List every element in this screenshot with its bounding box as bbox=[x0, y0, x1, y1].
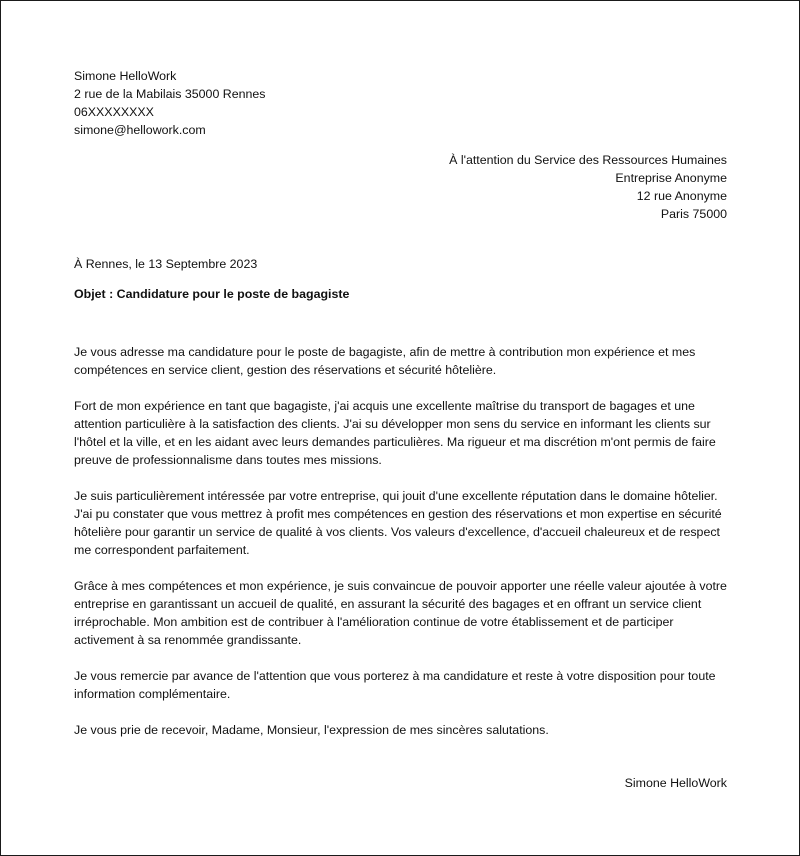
letter-body bbox=[74, 343, 730, 757]
recipient-attention: À l'attention du Service des Ressources Humaines bbox=[449, 153, 727, 167]
sender-email: simone@hellowork.com bbox=[74, 123, 206, 137]
recipient-street: 12 rue Anonyme bbox=[636, 189, 727, 203]
letter-subject: Objet : Candidature pour le poste de bagagiste bbox=[74, 287, 350, 301]
signature: Simone HelloWork bbox=[624, 776, 727, 790]
body-paragraph: Je vous remercie par avance de l'attention que vous porterez à ma candidature et reste à votre disposition pour toute information complémentaire. bbox=[74, 669, 716, 701]
closing-paragraph: Je vous prie de recevoir, Madame, Monsieur, l'expression de mes sincères salutations. bbox=[74, 723, 549, 737]
sender-block bbox=[74, 67, 474, 139]
sender-name: Simone HelloWork bbox=[74, 69, 177, 83]
body-paragraph: Fort de mon expérience en tant que bagagiste, j'ai acquis une excellente maîtrise du transport de bagages et une attention particulière à la satisfaction des clients. J'ai su développer mon sens du service en informant les clients sur l'hôtel et la ville, et en les aidant avec leurs demandes particulières. Ma rigueur et ma discrétion m'ont permis de faire preuve de professionnalisme dans toutes mes missions. bbox=[74, 399, 716, 467]
body-paragraph: Je vous adresse ma candidature pour le poste de bagagiste, afin de mettre à contribution mon expérience et mes compétences en service client, gestion des réservations et sécurité hôtelière. bbox=[74, 345, 696, 377]
sender-address: 2 rue de la Mabilais 35000 Rennes bbox=[74, 87, 266, 101]
body-paragraph: Grâce à mes compétences et mon expérience, je suis convaincue de pouvoir apporter une réelle valeur ajoutée à votre entreprise en garantissant un accueil de qualité, en assurant la sécurité des bagages et en offrant un service client irréprochable. Mon ambition est de contribuer à l'amélioration continue de votre établissement et de participer activement à sa renommée grandissante. bbox=[74, 579, 727, 647]
sender-phone: 06XXXXXXXX bbox=[74, 105, 154, 119]
recipient-city: Paris 75000 bbox=[660, 207, 727, 221]
body-paragraph: Je suis particulièrement intéressée par votre entreprise, qui jouit d'une excellente réputation dans le domaine hôtelier. J'ai pu constater que vous mettrez à profit mes compétences en gestion des réservations et mon expertise en sécurité hôtelière pour garantir un service de qualité à vos clients. Vos valeurs d'excellence, d'accueil chaleureux et de respect me correspondent parfaitement. bbox=[74, 489, 722, 557]
letter-date: À Rennes, le 13 Septembre 2023 bbox=[74, 257, 258, 271]
recipient-company: Entreprise Anonyme bbox=[615, 171, 727, 185]
recipient-block bbox=[307, 151, 727, 223]
